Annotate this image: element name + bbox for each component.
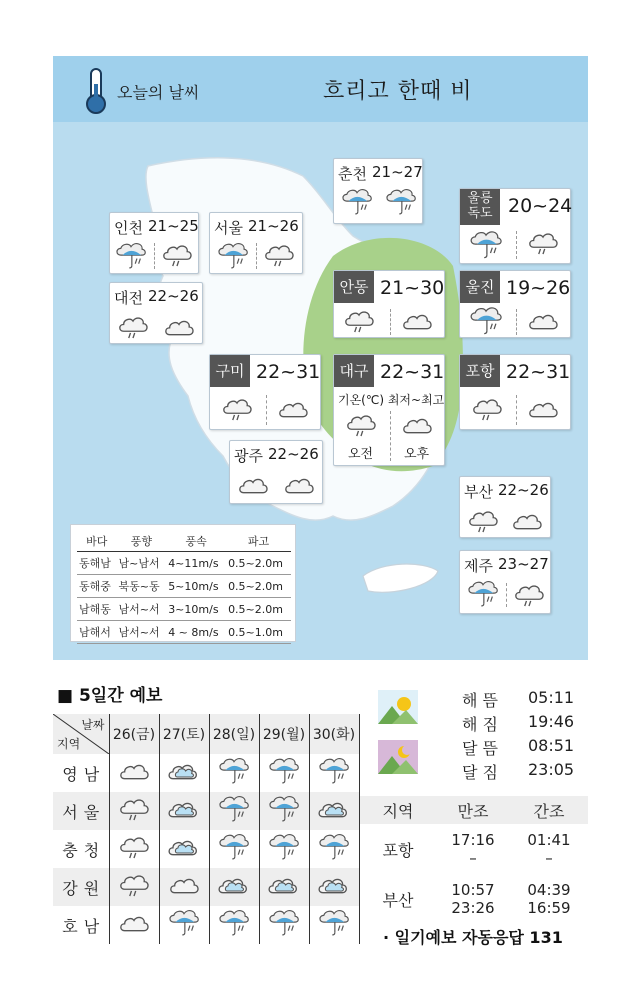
- table-row: 남해동 남서~서 3~10m/s 0.5~2.0m: [77, 598, 291, 621]
- cloud-rain-icon: [526, 229, 560, 257]
- rain-icon: [317, 908, 351, 938]
- forecast-region: 영남: [53, 754, 109, 792]
- city-temp: 22~26: [498, 481, 549, 499]
- sun-cloud-icon: [167, 756, 201, 786]
- cloud-icon: [282, 471, 316, 499]
- city-name: 대전: [114, 289, 143, 307]
- legend-pm-label: 오후: [404, 447, 430, 462]
- forecast-cell: [159, 754, 209, 792]
- rain-icon: [384, 187, 418, 217]
- forecast-cell: [309, 868, 359, 906]
- cloud-icon: [167, 870, 201, 900]
- city-temp: 21~27: [372, 163, 423, 181]
- forecast-cell: [209, 906, 259, 944]
- table-row: 포항 17:16 – 01:41 –: [382, 831, 571, 867]
- forecast-region: 호남: [53, 906, 109, 944]
- cloud-rain-icon: [117, 870, 151, 900]
- sun-cloud-icon: [217, 870, 251, 900]
- cloud-icon: [236, 471, 270, 499]
- city-name: 춘천: [338, 165, 367, 183]
- cloud-rain-icon: [220, 395, 254, 423]
- forecast-cell: [109, 906, 159, 944]
- forecast-region: 충청: [53, 830, 109, 868]
- city-card-busan: [459, 476, 551, 538]
- sun-cloud-icon: [267, 870, 301, 900]
- city-name: 서울: [214, 219, 243, 237]
- cloud-icon: [400, 307, 434, 335]
- forecast-cell: [209, 830, 259, 868]
- forecast-cell: [109, 868, 159, 906]
- forecast-cell: [109, 792, 159, 830]
- forecast-row: [53, 906, 359, 944]
- city-card-chuncheon: [333, 158, 423, 224]
- forecast-cell: [159, 792, 209, 830]
- date-header: 28(일): [209, 714, 259, 754]
- city-card-jeju: [459, 550, 551, 614]
- table-row: 남해서 남서~서 4 ~ 8m/s 0.5~1.0m: [77, 621, 291, 644]
- city-temp: 21~26: [248, 217, 299, 235]
- sunrise-icon: [378, 690, 418, 724]
- cloud-rain-icon: [512, 581, 546, 609]
- sunset-label: 해 짐: [462, 715, 498, 734]
- forecast-cell: [259, 754, 309, 792]
- city-temp: 22~31: [256, 361, 321, 383]
- rain-icon: [468, 305, 504, 337]
- city-name: 부산: [464, 483, 493, 501]
- moonrise-icon: [378, 740, 418, 774]
- forecast-cell: [159, 868, 209, 906]
- forecast-cell: [309, 906, 359, 944]
- moonset-time: 23:05: [528, 760, 575, 779]
- page-title: 흐리고 한때 비: [323, 79, 473, 104]
- city-card-andong: [333, 270, 445, 338]
- cloud-rain-icon: [342, 307, 376, 335]
- forecast-row: [53, 868, 359, 906]
- rain-icon: [317, 832, 351, 862]
- date-header: 27(토): [159, 714, 209, 754]
- rain-icon: [466, 579, 500, 609]
- city-name: 제주: [464, 557, 493, 575]
- city-temp: 22~26: [268, 445, 319, 463]
- city-card-ulleung-dokdo: [459, 188, 571, 264]
- sunset-time: 19:46: [528, 712, 575, 731]
- city-temp: 21~25: [148, 217, 199, 235]
- forecast-cell: [259, 792, 309, 830]
- rain-icon: [267, 794, 301, 824]
- forecast-table: [53, 714, 360, 944]
- city-temp: 22~26: [148, 287, 199, 305]
- date-header: 30(화): [309, 714, 359, 754]
- forecast-row: [53, 830, 359, 868]
- forecast-cell: [209, 792, 259, 830]
- rain-icon: [217, 794, 251, 824]
- city-temp: 20~24: [508, 195, 573, 217]
- forecast-cell: [259, 830, 309, 868]
- city-card-seoul: [209, 212, 303, 274]
- rain-icon: [267, 832, 301, 862]
- corner-header: 날짜 지역: [53, 714, 109, 754]
- cloud-rain-icon: [116, 313, 150, 341]
- auto-reply-info: · 일기예보 자동응답 131: [383, 928, 563, 947]
- city-temp: 19~26: [506, 277, 571, 299]
- city-tag: 포항: [460, 355, 500, 387]
- rain-icon: [217, 756, 251, 786]
- city-card-daejeon: [109, 282, 203, 344]
- table-row: 동해중 북동~동 5~10m/s 0.5~2.0m: [77, 575, 291, 598]
- forecast-row: [53, 754, 359, 792]
- cloud-icon: [162, 313, 196, 341]
- rain-icon: [468, 229, 504, 261]
- city-card-daegu: [333, 354, 445, 466]
- tide-table: 지역 만조 간조 포항 17:16 – 01:41 – 부산 10:57 23:26 04:39 16:59: [360, 796, 588, 924]
- rain-icon: [167, 908, 201, 938]
- forecast-cell: [159, 906, 209, 944]
- city-tag: 대구: [334, 355, 374, 387]
- sunrise-label: 해 뜸: [462, 691, 498, 710]
- cloud-rain-icon: [262, 241, 296, 269]
- city-tag: 울릉 독도: [460, 189, 500, 225]
- rain-icon: [317, 756, 351, 786]
- forecast-region: 강원: [53, 868, 109, 906]
- date-header: 26(금): [109, 714, 159, 754]
- forecast-cell: [309, 792, 359, 830]
- cloud-icon: [526, 395, 560, 423]
- rain-icon: [217, 908, 251, 938]
- city-temp: 23~27: [498, 555, 549, 573]
- rain-icon: [267, 908, 301, 938]
- cloud-icon: [117, 756, 151, 786]
- city-name: 인천: [114, 219, 143, 237]
- legend-am-label: 오전: [348, 447, 374, 462]
- rain-icon: [114, 241, 148, 271]
- city-tag: 울진: [460, 271, 500, 303]
- forecast-cell: [209, 868, 259, 906]
- moonset-label: 달 짐: [462, 763, 498, 782]
- city-temp: 22~31: [380, 361, 445, 383]
- forecast-cell: [159, 830, 209, 868]
- cloud-rain-icon: [160, 241, 194, 269]
- cloud-icon: [117, 908, 151, 938]
- city-card-pohang: [459, 354, 571, 430]
- cloud-icon: [276, 395, 310, 423]
- page-subtitle: 오늘의 날씨: [117, 83, 200, 102]
- forecast-cell: [259, 906, 309, 944]
- table-header: 바다 풍향 풍속 파고: [77, 531, 291, 552]
- cloud-rain-icon: [470, 395, 504, 423]
- moonrise-time: 08:51: [528, 736, 575, 755]
- city-card-uljin: [459, 270, 571, 338]
- date-header: 29(월): [259, 714, 309, 754]
- legend-temp-label: 기온(℃) 최저~최고: [338, 393, 445, 407]
- city-name: 광주: [234, 447, 263, 465]
- city-tag: 구미: [210, 355, 250, 387]
- city-temp: 22~31: [506, 361, 571, 383]
- forecast-cell: [259, 868, 309, 906]
- city-card-gwangju: [229, 440, 323, 504]
- sun-cloud-icon: [317, 794, 351, 824]
- city-card-gumi: [209, 354, 321, 430]
- city-temp: 21~30: [380, 277, 445, 299]
- table-row: 동해남 남~남서 4~11m/s 0.5~2.0m: [77, 552, 291, 575]
- table-row: 부산 10:57 23:26 04:39 16:59: [382, 881, 571, 917]
- cloud-icon: [510, 507, 544, 535]
- forecast-cell: [109, 830, 159, 868]
- cloud-rain-icon: [466, 507, 500, 535]
- city-tag: 안동: [334, 271, 374, 303]
- rain-icon: [217, 832, 251, 862]
- sunrise-time: 05:11: [528, 688, 575, 707]
- rain-icon: [216, 241, 250, 271]
- cloud-rain-icon: [344, 411, 378, 439]
- sun-cloud-icon: [317, 870, 351, 900]
- forecast-cell: [209, 754, 259, 792]
- forecast-title: ■ 5일간 예보: [57, 686, 163, 706]
- city-card-incheon: [109, 212, 199, 274]
- sun-cloud-icon: [167, 832, 201, 862]
- moonrise-label: 달 뜸: [462, 739, 498, 758]
- forecast-cell: [309, 830, 359, 868]
- sea-conditions-table: [70, 524, 296, 642]
- rain-icon: [267, 756, 301, 786]
- forecast-cell: [109, 754, 159, 792]
- forecast-row: [53, 792, 359, 830]
- jeju-island: [363, 564, 438, 592]
- sun-cloud-icon: [167, 794, 201, 824]
- forecast-region: 서울: [53, 792, 109, 830]
- cloud-rain-icon: [117, 794, 151, 824]
- cloud-rain-icon: [117, 832, 151, 862]
- rain-icon: [340, 187, 374, 217]
- cloud-icon: [526, 307, 560, 335]
- forecast-cell: [309, 754, 359, 792]
- cloud-icon: [400, 411, 434, 439]
